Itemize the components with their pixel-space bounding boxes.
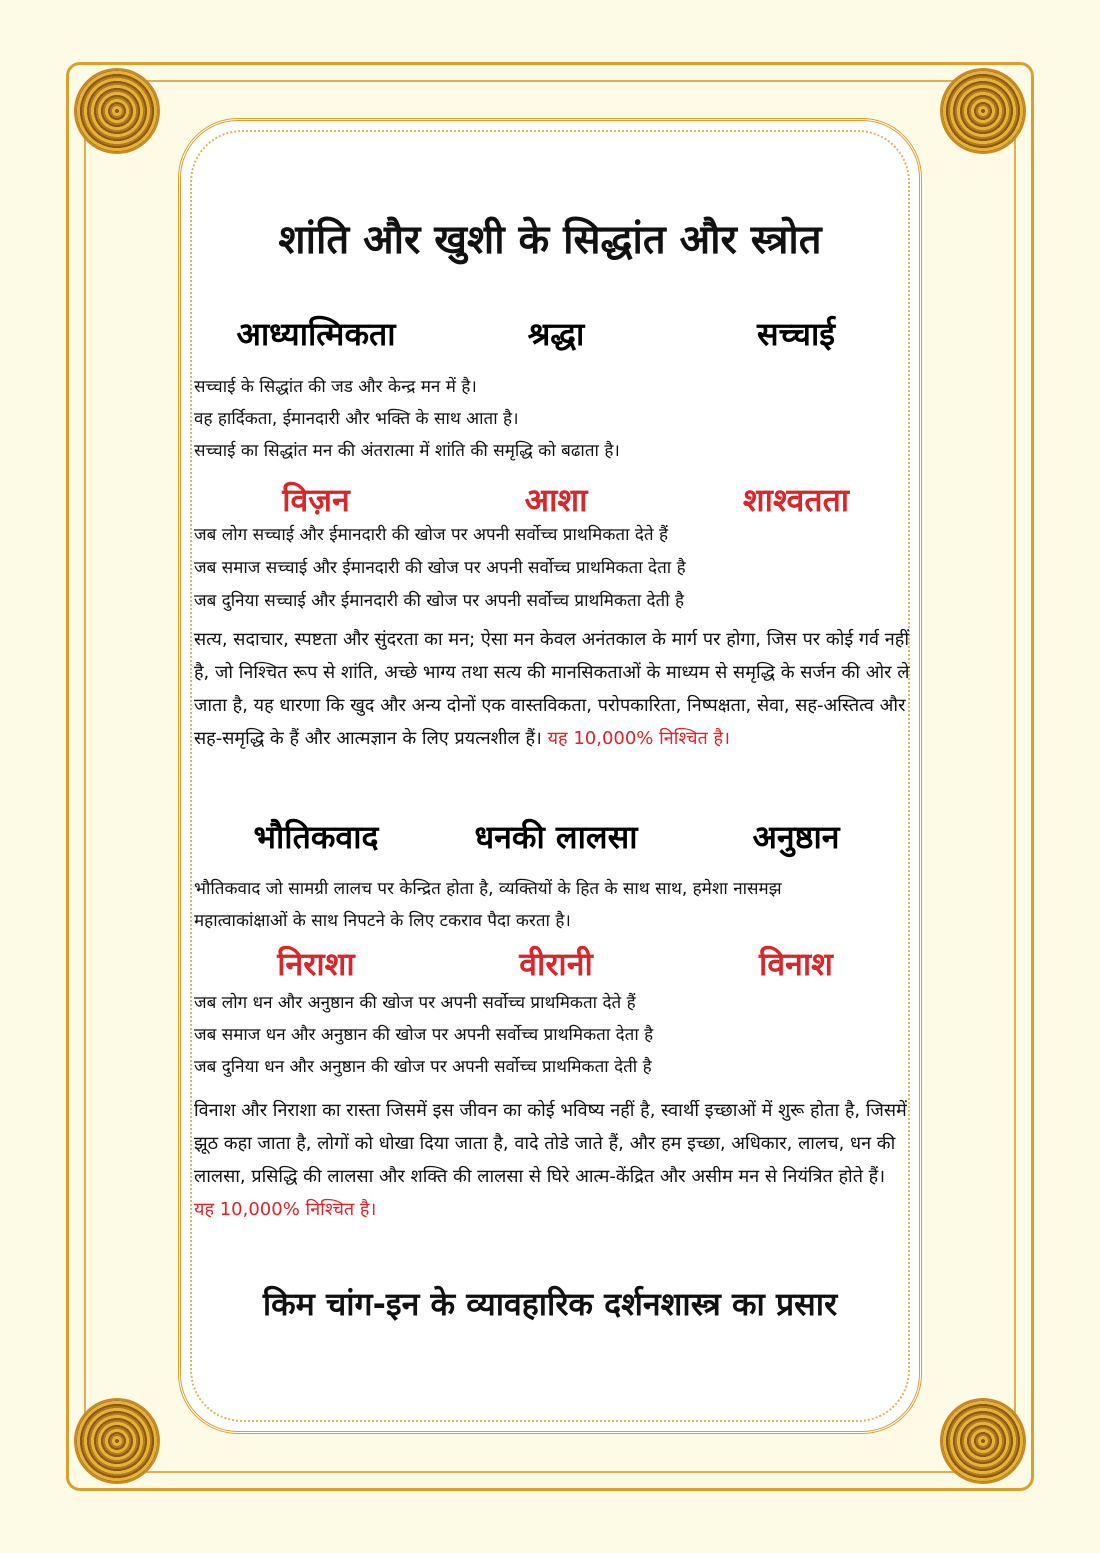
keyword: धनकी लालसा	[474, 818, 638, 856]
footer-title: किम चांग-इन के व्यावहारिक दर्शनशास्त्र का प्रसार	[262, 1285, 838, 1323]
section1-keywords	[196, 312, 916, 355]
keyword: आध्यात्मिकता	[236, 315, 396, 353]
section1-red-keywords	[196, 478, 916, 521]
red-keyword: विज़न	[282, 481, 350, 519]
text-line: सच्चाई के सिद्धांत की जड और केन्द्र मन में है।	[194, 377, 477, 397]
text-line: जब समाज सच्चाई और ईमानदारी की खोज पर अपनी सर्वोच्च प्राथमिकता देता है	[194, 558, 686, 578]
keyword: सच्चाई	[756, 315, 836, 353]
text-line: महात्वाकांक्षाओं के साथ निपटने के लिए टकराव पैदा करता है।	[194, 911, 571, 931]
text-line: जब समाज धन और अनुष्ठान की खोज पर अपनी सर्वोच्च प्राथमिकता देता है	[194, 1025, 654, 1045]
red-keyword: विनाश	[759, 945, 833, 983]
red-keyword: वीरानी	[519, 945, 593, 983]
text-line: भौतिकवाद जो सामग्री लालच पर केन्द्रित होता है, व्यक्तियों के हित के साथ साथ, हमेशा नासमझ	[194, 879, 782, 899]
text-line: सच्चाई का सिद्धांत मन की अंतरात्मा में शांति की समृद्धि को बढाता है।	[194, 441, 620, 461]
certainty-note: यह 10,000% निश्चित है।	[194, 1199, 377, 1220]
red-keyword: निराशा	[277, 945, 355, 983]
keyword: भौतिकवाद	[253, 818, 379, 856]
paragraph-text: विनाश और निराशा का रास्ता जिसमें इस जीवन का कोई भविष्य नहीं है, स्वार्थी इच्छाओं में शुरू होता है, जिसमें झूठ कहा जाता है, लोगों को धोखा दिया जाता है, वादे तोडे जाते हैं, और हम इच्छा, अधिकार, लालच, धन की लालसा, प्रसिद्धि की लालसा और शक्ति की लालसा से घिरे आत्म-केंद्रित और असीम मन से नियंत्रित होते हैं।	[194, 1100, 907, 1187]
section2-keywords	[196, 815, 916, 858]
paragraph	[194, 623, 924, 755]
text-line: जब दुनिया सच्चाई और ईमानदारी की खोज पर अपनी सर्वोच्च प्राथमिकता देती है	[194, 591, 685, 611]
certainty-note: यह 10,000% निश्चित है।	[547, 728, 730, 749]
text-line: जब दुनिया धन और अनुष्ठान की खोज पर अपनी सर्वोच्च प्राथमिकता देती है	[194, 1057, 652, 1077]
keyword: श्रद्धा	[527, 315, 585, 353]
paragraph	[194, 1094, 924, 1226]
section2-red-keywords	[196, 942, 916, 985]
text-line: वह हार्दिकता, ईमानदारी और भक्ति के साथ आता है।	[194, 409, 519, 429]
red-keyword: आशा	[524, 481, 588, 519]
red-keyword: शाश्वतता	[742, 481, 850, 519]
paragraph-text: सत्य, सदाचार, स्पष्टता और सुंदरता का मन; ऐसा मन केवल अनंतकाल के मार्ग पर होगा, जिस पर कोई गर्व नहीं है, जो निश्चित रूप से शांति, अच्छे भाग्य तथा सत्य की मानसिकताओं के माध्यम से समृद्धि के सर्जन की ओर ले जाता है, यह धारणा कि खुद और अन्य दोनों एक वास्तविकता, परोपकारिता, निष्पक्षता, सेवा, सह-अस्तित्व और सह-समृद्धि के हैं और आत्मज्ञान के लिए प्रयत्नशील हैं।	[194, 629, 910, 749]
text-line: जब लोग धन और अनुष्ठान की खोज पर अपनी सर्वोच्च प्राथमिकता देते हैं	[194, 993, 636, 1013]
keyword: अनुष्ठान	[752, 818, 840, 856]
text-line: जब लोग सच्चाई और ईमानदारी की खोज पर अपनी सर्वोच्च प्राथमिकता देते हैं	[194, 525, 669, 545]
page-title: शांति और खुशी के सिद्धांत और स्त्रोत	[278, 217, 822, 263]
